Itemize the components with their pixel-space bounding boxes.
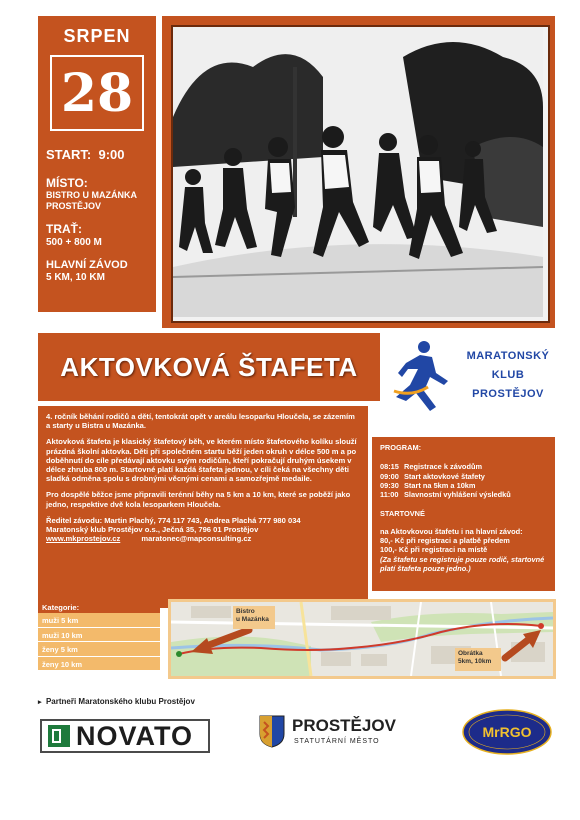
novato-mark-icon bbox=[48, 725, 70, 747]
partners-heading bbox=[38, 697, 195, 706]
map-label-start-line2: u Mazánka bbox=[236, 616, 269, 623]
description-adults: Pro dospělé běžce jsme připravili terénní běhy na 5 km a 10 km, které se poběží jako jedno, respektive dvě kola lesoparkem Hloučela. bbox=[46, 490, 351, 509]
description-relay: Aktovková štafeta je klasický štafetový běh, ve kterém místo štafetového kolíku slouží prázdná školní aktovka. Děti při společném startu běží jeden okruh v délce 500 m a po doběhnutí do cíle předávají aktovku svým rodičům, kteří pokračují druhým úsekem v délce zhruba 800 m. Startovné platí každá štafeta jednou, v cíli čeká na všechny děti sladká odměna spolu s drobnými věcnými cenami a samozřejmě medaile. bbox=[46, 437, 357, 484]
runners-illustration-icon bbox=[173, 27, 543, 317]
club-name-line2: KLUB bbox=[491, 369, 525, 381]
club-name-line1: MARATONSKÝ bbox=[466, 350, 550, 362]
program-item bbox=[380, 462, 547, 471]
program-text: Start aktovkové štafety bbox=[404, 471, 485, 481]
categories-heading: Kategorie: bbox=[38, 601, 160, 613]
route-map bbox=[171, 602, 553, 676]
mrgo-logo[interactable] bbox=[462, 709, 552, 755]
start-time: 9:00 bbox=[98, 147, 125, 162]
partners-heading-text: Partneři Maratonského klubu Prostějov bbox=[45, 697, 195, 706]
place-line1: BISTRO U MAZÁNKA bbox=[46, 190, 137, 200]
fee-onsite: 100,- Kč při registraci na místě bbox=[380, 545, 488, 555]
place-label: MÍSTO: bbox=[46, 176, 88, 190]
category-row: ženy 5 km bbox=[38, 642, 160, 657]
main-race-value: 5 KM, 10 KM bbox=[46, 272, 105, 283]
novato-logo[interactable] bbox=[40, 719, 210, 753]
prostejov-subtitle: STATUTÁRNÍ MĚSTO bbox=[294, 738, 380, 745]
mrgo-logo-text: MrRGO bbox=[482, 724, 532, 740]
main-race-label: HLAVNÍ ZÁVOD bbox=[46, 259, 128, 271]
event-day: 28 bbox=[60, 62, 134, 124]
program-item bbox=[380, 472, 547, 481]
program-item bbox=[380, 490, 547, 499]
program-item bbox=[380, 481, 547, 490]
fee-note: (Za štafetu se registruje pouze rodič, startovné platí štafeta pouze jedno.) bbox=[380, 554, 545, 573]
fee-advance: 80,- Kč při registraci a platbě předem bbox=[380, 536, 510, 546]
categories-table bbox=[38, 601, 160, 675]
club-address: Maratonský klub Prostějov o.s., Ječná 35, 796 01 Prostějov bbox=[46, 525, 259, 535]
event-month: SRPEN bbox=[63, 26, 131, 46]
email-link[interactable]: maratonec@mapconsulting.cz bbox=[141, 534, 252, 544]
route-map-frame bbox=[168, 599, 556, 679]
runners-photo bbox=[171, 25, 550, 323]
race-director: Ředitel závodu: Martin Plachý, 774 117 743, Andrea Plachá 777 980 034 bbox=[46, 515, 301, 525]
program-time: 11:00 bbox=[380, 490, 399, 500]
event-info-panel bbox=[38, 16, 156, 312]
runners-photo-frame bbox=[162, 16, 555, 328]
map-label-start-line1: Bistro bbox=[236, 608, 255, 615]
event-description bbox=[38, 406, 368, 608]
program-panel bbox=[372, 437, 555, 591]
contact-row bbox=[46, 534, 360, 543]
track-value: 500 + 800 M bbox=[46, 237, 102, 248]
event-day-box bbox=[50, 55, 144, 131]
novato-logo-text: NOVATO bbox=[76, 720, 194, 751]
category-row: muži 10 km bbox=[38, 628, 160, 643]
fee-heading: STARTOVNÉ bbox=[380, 509, 425, 519]
program-text: Start na 5km a 10km bbox=[404, 480, 476, 490]
program-heading: PROGRAM: bbox=[380, 443, 422, 452]
map-label-turnaround bbox=[455, 648, 501, 671]
start-label: START: bbox=[46, 147, 92, 162]
program-time: 08:15 bbox=[380, 462, 399, 472]
fee-intro: na Aktovkovou štafetu i na hlavní závod: bbox=[380, 526, 523, 536]
prostejov-coat-of-arms-icon bbox=[258, 714, 286, 748]
category-row: ženy 10 km bbox=[38, 657, 160, 672]
club-name bbox=[458, 347, 558, 404]
start-row bbox=[46, 147, 148, 162]
club-name-line3: PROSTĚJOV bbox=[472, 388, 544, 400]
track-label: TRAŤ: bbox=[46, 222, 82, 236]
description-intro: 4. ročník běhání rodičů a dětí, tentokrát opět v areálu lesoparku Hloučela, se zázemím a starty u Bistra u Mazánka. bbox=[46, 412, 355, 431]
program-text: Registrace k závodům bbox=[404, 462, 483, 472]
prostejov-logo[interactable] bbox=[254, 712, 396, 756]
map-label-turn-line1: Obrátka bbox=[458, 650, 483, 657]
program-time: 09:30 bbox=[380, 480, 399, 490]
bullet-icon: ▸ bbox=[38, 699, 42, 706]
event-title-box bbox=[38, 333, 380, 401]
program-text: Slavnostní vyhlášení výsledků bbox=[404, 490, 511, 500]
event-title: AKTOVKOVÁ ŠTAFETA bbox=[60, 351, 358, 382]
category-row: muži 5 km bbox=[38, 613, 160, 628]
map-label-start bbox=[233, 606, 275, 629]
map-label-turn-line2: 5km, 10km bbox=[458, 658, 492, 665]
website-link[interactable]: www.mkprostejov.cz bbox=[46, 534, 121, 544]
prostejov-title: PROSTĚJOV bbox=[292, 716, 396, 735]
place-line2: PROSTĚJOV bbox=[46, 201, 102, 211]
program-time: 09:00 bbox=[380, 471, 399, 481]
